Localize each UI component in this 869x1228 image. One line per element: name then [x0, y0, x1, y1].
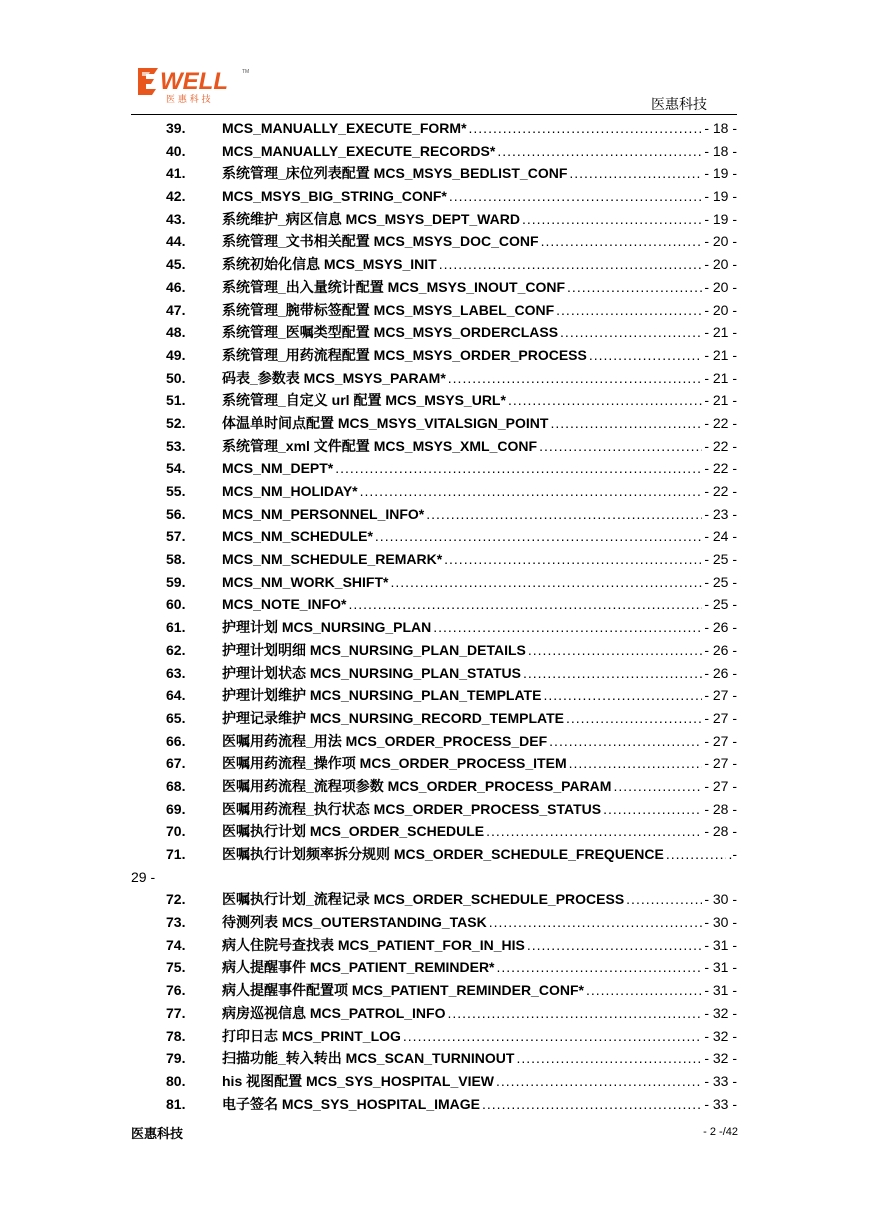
toc-entry[interactable]	[0, 820, 869, 843]
toc-leader-dots	[541, 230, 703, 253]
toc-entry-number: 61.	[166, 619, 186, 636]
toc-entry-page: - 21 -	[704, 324, 737, 341]
toc-entry[interactable]	[0, 956, 869, 979]
toc-leader-dots	[567, 276, 702, 299]
toc-entry-page: - 18 -	[704, 142, 737, 159]
toc-entry-number: 44.	[166, 233, 186, 250]
toc-entry-title: MCS_NM_HOLIDAY*	[222, 483, 358, 499]
header-company: 医惠科技	[651, 97, 707, 113]
toc-entry-title: 系统管理_文书相关配置 MCS_MSYS_DOC_CONF	[222, 233, 539, 250]
toc-entry[interactable]	[0, 480, 869, 503]
toc-entry[interactable]	[0, 503, 869, 526]
toc-entry-title: 病房巡视信息 MCS_PATROL_INFO	[222, 1004, 446, 1021]
toc-leader-dots	[497, 956, 703, 979]
toc-entry-number: 50.	[166, 369, 186, 386]
toc-leader-dots	[566, 707, 702, 730]
toc-entry-title: 医嘱用药流程_用法 MCS_ORDER_PROCESS_DEF	[222, 732, 548, 749]
toc-entry-page: - 19 -	[704, 188, 737, 205]
toc-entry-page: - 33 -	[704, 1095, 737, 1112]
toc-entry-title: 系统维护_病区信息 MCS_MSYS_DEPT_WARD	[222, 210, 520, 227]
toc-entry[interactable]	[0, 117, 869, 140]
toc-entry-page: - 32 -	[704, 1004, 737, 1021]
toc-entry-title: 系统管理_出入量统计配置 MCS_MSYS_INOUT_CONF	[222, 278, 566, 295]
toc-entry-number: 70.	[166, 823, 186, 840]
toc-entry[interactable]	[0, 639, 869, 662]
toc-entry-number: 78.	[166, 1027, 186, 1044]
toc-entry-page: - 32 -	[704, 1027, 737, 1044]
toc-entry-page: - 19 -	[704, 165, 737, 182]
toc-entry-number: 69.	[166, 800, 186, 817]
toc-entry[interactable]	[0, 843, 869, 866]
toc-entry-title: MCS_NM_DEPT*	[222, 460, 334, 477]
toc-entry[interactable]	[0, 344, 869, 367]
toc-leader-dots	[539, 435, 702, 458]
logo-subtitle: 医 惠 科 技	[166, 95, 211, 105]
toc-leader-dots	[426, 503, 702, 526]
toc-entry-page: - 26 -	[704, 619, 737, 636]
toc-entry-number: 47.	[166, 301, 186, 318]
toc-entry[interactable]	[0, 707, 869, 730]
toc-entry-page: - 21 -	[704, 369, 737, 386]
toc-entry-page: - 22 -	[704, 460, 737, 477]
toc-entry-number: 46.	[166, 278, 186, 295]
toc-leader-dots	[556, 299, 702, 322]
toc-entry-number: 56.	[166, 505, 186, 522]
toc-leader-dots	[666, 843, 727, 866]
toc-entry-title: 体温单时间点配置 MCS_MSYS_VITALSIGN_POINT	[222, 414, 549, 431]
toc-entry-page: .-	[728, 846, 737, 862]
toc-entry[interactable]	[0, 888, 869, 911]
toc-entry-page: - 20 -	[704, 301, 737, 318]
toc-entry[interactable]	[0, 321, 869, 344]
toc-leader-dots	[626, 888, 702, 911]
toc-entry-number: 43.	[166, 210, 186, 227]
toc-entry[interactable]	[0, 525, 869, 548]
toc-leader-dots	[448, 1002, 703, 1025]
toc-entry-page: - 28 -	[704, 823, 737, 840]
toc-entry-title: 系统管理_xml 文件配置 MCS_MSYS_XML_CONF	[222, 437, 538, 454]
toc-entry-title: MCS_NM_SCHEDULE*	[222, 528, 373, 545]
toc-entry[interactable]	[0, 367, 869, 390]
toc-leader-dots	[489, 911, 703, 934]
toc-entry-number: 54.	[166, 460, 186, 477]
toc-entry[interactable]	[0, 299, 869, 322]
toc-leader-dots	[439, 253, 703, 276]
toc-entry-title: 护理记录维护 MCS_NURSING_RECORD_TEMPLATE	[222, 709, 564, 726]
toc-entry-number: 64.	[166, 687, 186, 704]
toc-entry[interactable]	[0, 162, 869, 185]
toc-entry[interactable]	[0, 412, 869, 435]
toc-leader-dots	[569, 162, 702, 185]
toc-entry-page: - 31 -	[704, 936, 737, 953]
toc-entry-number: 77.	[166, 1004, 186, 1021]
toc-entry-title: 待测列表 MCS_OUTERSTANDING_TASK	[222, 914, 487, 931]
toc-leader-dots	[403, 1025, 702, 1048]
toc-entry-number: 71.	[166, 846, 186, 862]
toc-entry-number: 80.	[166, 1072, 186, 1089]
toc-entry-title: 医嘱用药流程_流程项参数 MCS_ORDER_PROCESS_PARAM	[222, 777, 612, 794]
toc-entry-title: 病人住院号查找表 MCS_PATIENT_FOR_IN_HIS	[222, 936, 525, 953]
toc-entry-number: 75.	[166, 959, 186, 976]
toc-entry-number: 51.	[166, 392, 186, 409]
logo-mark-icon	[138, 68, 158, 95]
footer-page-number: - 2 -/42	[703, 1126, 738, 1138]
logo-tm: TM	[242, 69, 250, 75]
toc-leader-dots	[433, 616, 702, 639]
toc-entry-number: 67.	[166, 755, 186, 772]
toc-entry-number: 58.	[166, 551, 186, 568]
toc-entry-number: 74.	[166, 936, 186, 953]
toc-entry-page: - 24 -	[704, 528, 737, 545]
toc-entry[interactable]	[0, 457, 869, 480]
toc-entry-title: 扫描功能_转入转出 MCS_SCAN_TURNINOUT	[222, 1050, 515, 1067]
toc-entry-number: 48.	[166, 324, 186, 341]
toc-entry-page: - 20 -	[704, 278, 737, 295]
toc-entry[interactable]	[0, 1002, 869, 1025]
toc-entry[interactable]	[0, 276, 869, 299]
toc-entry-page: - 19 -	[704, 210, 737, 227]
toc-entry-page: - 21 -	[704, 392, 737, 409]
toc-leader-dots	[569, 752, 703, 775]
toc-entry-number: 40.	[166, 142, 186, 159]
toc-entry-number: 57.	[166, 528, 186, 545]
toc-leader-dots	[603, 798, 702, 821]
toc-entry-number: 39.	[166, 120, 186, 136]
toc-entry-title: MCS_MSYS_BIG_STRING_CONF*	[222, 188, 447, 205]
toc-entry-title: 病人提醒事件 MCS_PATIENT_REMINDER*	[222, 959, 495, 976]
toc-entry-page: - 32 -	[704, 1050, 737, 1067]
toc-entry-page: - 22 -	[704, 483, 737, 499]
toc-leader-dots	[589, 344, 702, 367]
toc-entry-number: 63.	[166, 664, 186, 681]
toc-entry-title: MCS_NM_WORK_SHIFT*	[222, 573, 389, 590]
toc-entry-number: 68.	[166, 777, 186, 794]
toc-entry[interactable]	[0, 662, 869, 685]
toc-entry-page: - 25 -	[704, 551, 737, 568]
toc-leader-dots	[516, 1047, 702, 1070]
toc-entry[interactable]	[0, 208, 869, 231]
toc-entry[interactable]	[0, 185, 869, 208]
toc-leader-dots	[448, 367, 703, 390]
toc-entry-title: 医嘱执行计划频率拆分规则 MCS_ORDER_SCHEDULE_FREQUENCE	[222, 846, 664, 862]
toc-leader-dots	[508, 389, 702, 412]
toc-entry[interactable]	[0, 140, 869, 163]
toc-entry-page: - 27 -	[704, 732, 737, 749]
toc-entry-number: 76.	[166, 982, 186, 999]
toc-entry-page: - 22 -	[704, 414, 737, 431]
toc-leader-dots	[528, 639, 702, 662]
toc-list	[0, 117, 869, 1115]
toc-entry[interactable]	[0, 548, 869, 571]
toc-entry[interactable]	[0, 934, 869, 957]
toc-entry[interactable]	[0, 798, 869, 821]
toc-entry[interactable]	[0, 1093, 869, 1116]
logo-text: WELL	[160, 68, 228, 95]
toc-entry-number: 73.	[166, 914, 186, 931]
toc-entry[interactable]	[0, 435, 869, 458]
toc-entry-title: his 视图配置 MCS_SYS_HOSPITAL_VIEW	[222, 1072, 495, 1089]
toc-entry-title: 电子签名 MCS_SYS_HOSPITAL_IMAGE	[222, 1095, 481, 1112]
toc-entry-number: 45.	[166, 256, 186, 273]
toc-entry-number: 42.	[166, 188, 186, 205]
toc-leader-dots	[613, 775, 702, 798]
toc-entry-title: 系统管理_用药流程配置 MCS_MSYS_ORDER_PROCESS	[222, 346, 587, 363]
toc-entry[interactable]	[0, 1070, 869, 1093]
toc-leader-dots	[497, 140, 702, 163]
toc-entry-number: 52.	[166, 414, 186, 431]
toc-entry-title: 系统初始化信息 MCS_MSYS_INIT	[222, 256, 437, 273]
toc-leader-dots	[560, 321, 702, 344]
toc-entry[interactable]	[0, 571, 869, 594]
toc-entry-title: 打印日志 MCS_PRINT_LOG	[222, 1027, 401, 1044]
toc-entry-title: 护理计划状态 MCS_NURSING_PLAN_STATUS	[222, 664, 521, 681]
toc-entry-number: 53.	[166, 437, 186, 454]
toc-entry-title: 医嘱执行计划_流程记录 MCS_ORDER_SCHEDULE_PROCESS	[222, 891, 625, 908]
toc-entry-page: - 26 -	[704, 641, 737, 658]
toc-entry-page: - 20 -	[704, 233, 737, 250]
toc-entry-title: 系统管理_腕带标签配置 MCS_MSYS_LABEL_CONF	[222, 301, 555, 318]
toc-entry-page: - 33 -	[704, 1072, 737, 1089]
toc-entry-number: 65.	[166, 709, 186, 726]
toc-entry-page: - 23 -	[704, 505, 737, 522]
header-rule	[131, 114, 737, 115]
toc-entry-number: 72.	[166, 891, 186, 908]
toc-entry-title: MCS_NOTE_INFO*	[222, 596, 347, 613]
toc-leader-dots	[375, 525, 702, 548]
toc-entry-number: 81.	[166, 1095, 186, 1112]
toc-entry-title: 医嘱执行计划 MCS_ORDER_SCHEDULE	[222, 823, 485, 840]
toc-leader-dots	[348, 593, 702, 616]
toc-entry-page: - 27 -	[704, 687, 737, 704]
toc-entry-number: 60.	[166, 596, 186, 613]
toc-entry[interactable]	[0, 752, 869, 775]
toc-leader-dots	[543, 684, 702, 707]
toc-entry-title: 医嘱用药流程_执行状态 MCS_ORDER_PROCESS_STATUS	[222, 800, 602, 817]
toc-entry-page: - 26 -	[704, 664, 737, 681]
toc-entry-page: - 27 -	[704, 777, 737, 794]
toc-entry-title: MCS_MANUALLY_EXECUTE_RECORDS*	[222, 142, 496, 159]
toc-entry[interactable]	[0, 616, 869, 639]
toc-entry[interactable]	[0, 1047, 869, 1070]
toc-entry-wrap-text: 29 -	[131, 868, 156, 885]
footer-company: 医惠科技	[131, 1127, 184, 1142]
toc-entry[interactable]	[0, 593, 869, 616]
company-logo	[136, 64, 256, 106]
toc-leader-dots	[522, 208, 702, 231]
toc-entry-title: 护理计划 MCS_NURSING_PLAN	[222, 619, 432, 636]
toc-entry-title: MCS_NM_SCHEDULE_REMARK*	[222, 551, 443, 568]
toc-entry[interactable]	[0, 230, 869, 253]
toc-entry-number: 79.	[166, 1050, 186, 1067]
toc-entry[interactable]	[0, 1025, 869, 1048]
toc-entry-title: 病人提醒事件配置项 MCS_PATIENT_REMINDER_CONF*	[222, 982, 584, 999]
toc-leader-dots	[335, 457, 702, 480]
toc-entry[interactable]	[0, 979, 869, 1002]
toc-entry-page: - 30 -	[704, 891, 737, 908]
toc-leader-dots	[550, 412, 702, 435]
toc-entry-number: 41.	[166, 165, 186, 182]
toc-entry-number: 59.	[166, 573, 186, 590]
toc-leader-dots	[482, 1093, 702, 1116]
toc-leader-dots	[360, 480, 703, 503]
toc-entry-page: - 20 -	[704, 256, 737, 273]
toc-entry-title: 护理计划维护 MCS_NURSING_PLAN_TEMPLATE	[222, 687, 542, 704]
toc-entry-title: MCS_MANUALLY_EXECUTE_FORM*	[222, 120, 467, 136]
toc-entry-page: - 28 -	[704, 800, 737, 817]
toc-entry-title: 系统管理_床位列表配置 MCS_MSYS_BEDLIST_CONF	[222, 165, 568, 182]
toc-leader-dots	[523, 662, 702, 685]
toc-entry-number: 66.	[166, 732, 186, 749]
toc-entry[interactable]	[0, 911, 869, 934]
toc-leader-dots	[486, 820, 702, 843]
toc-entry-number: 49.	[166, 346, 186, 363]
toc-entry-number: 62.	[166, 641, 186, 658]
toc-leader-dots	[449, 185, 702, 208]
toc-entry-page: - 22 -	[704, 437, 737, 454]
toc-entry-page: - 27 -	[704, 755, 737, 772]
toc-entry-page: - 31 -	[704, 982, 737, 999]
toc-entry-title: MCS_NM_PERSONNEL_INFO*	[222, 505, 425, 522]
toc-entry-title: 护理计划明细 MCS_NURSING_PLAN_DETAILS	[222, 641, 526, 658]
toc-entry-title: 系统管理_自定义 url 配置 MCS_MSYS_URL*	[222, 392, 506, 409]
toc-entry[interactable]	[0, 389, 869, 412]
toc-entry-title: 系统管理_医嘱类型配置 MCS_MSYS_ORDERCLASS	[222, 324, 559, 341]
toc-leader-dots	[586, 979, 702, 1002]
toc-leader-dots	[496, 1070, 702, 1093]
toc-entry-page: - 30 -	[704, 914, 737, 931]
toc-entry-page: - 25 -	[704, 573, 737, 590]
toc-entry-wrapped-page	[0, 866, 869, 889]
toc-entry-title: 码表_参数表 MCS_MSYS_PARAM*	[222, 369, 446, 386]
toc-leader-dots	[527, 934, 702, 957]
toc-entry[interactable]	[0, 775, 869, 798]
toc-leader-dots	[549, 730, 702, 753]
toc-entry-page: - 27 -	[704, 709, 737, 726]
toc-entry[interactable]	[0, 684, 869, 707]
toc-entry-page: - 31 -	[704, 959, 737, 976]
toc-entry[interactable]	[0, 730, 869, 753]
toc-leader-dots	[444, 548, 702, 571]
toc-entry[interactable]	[0, 253, 869, 276]
toc-entry-page: - 21 -	[704, 346, 737, 363]
toc-entry-number: 55.	[166, 483, 186, 499]
toc-entry-page: - 18 -	[704, 120, 737, 136]
toc-entry-page: - 25 -	[704, 596, 737, 613]
toc-leader-dots	[469, 117, 703, 140]
toc-entry-title: 医嘱用药流程_操作项 MCS_ORDER_PROCESS_ITEM	[222, 755, 567, 772]
toc-leader-dots	[390, 571, 702, 594]
